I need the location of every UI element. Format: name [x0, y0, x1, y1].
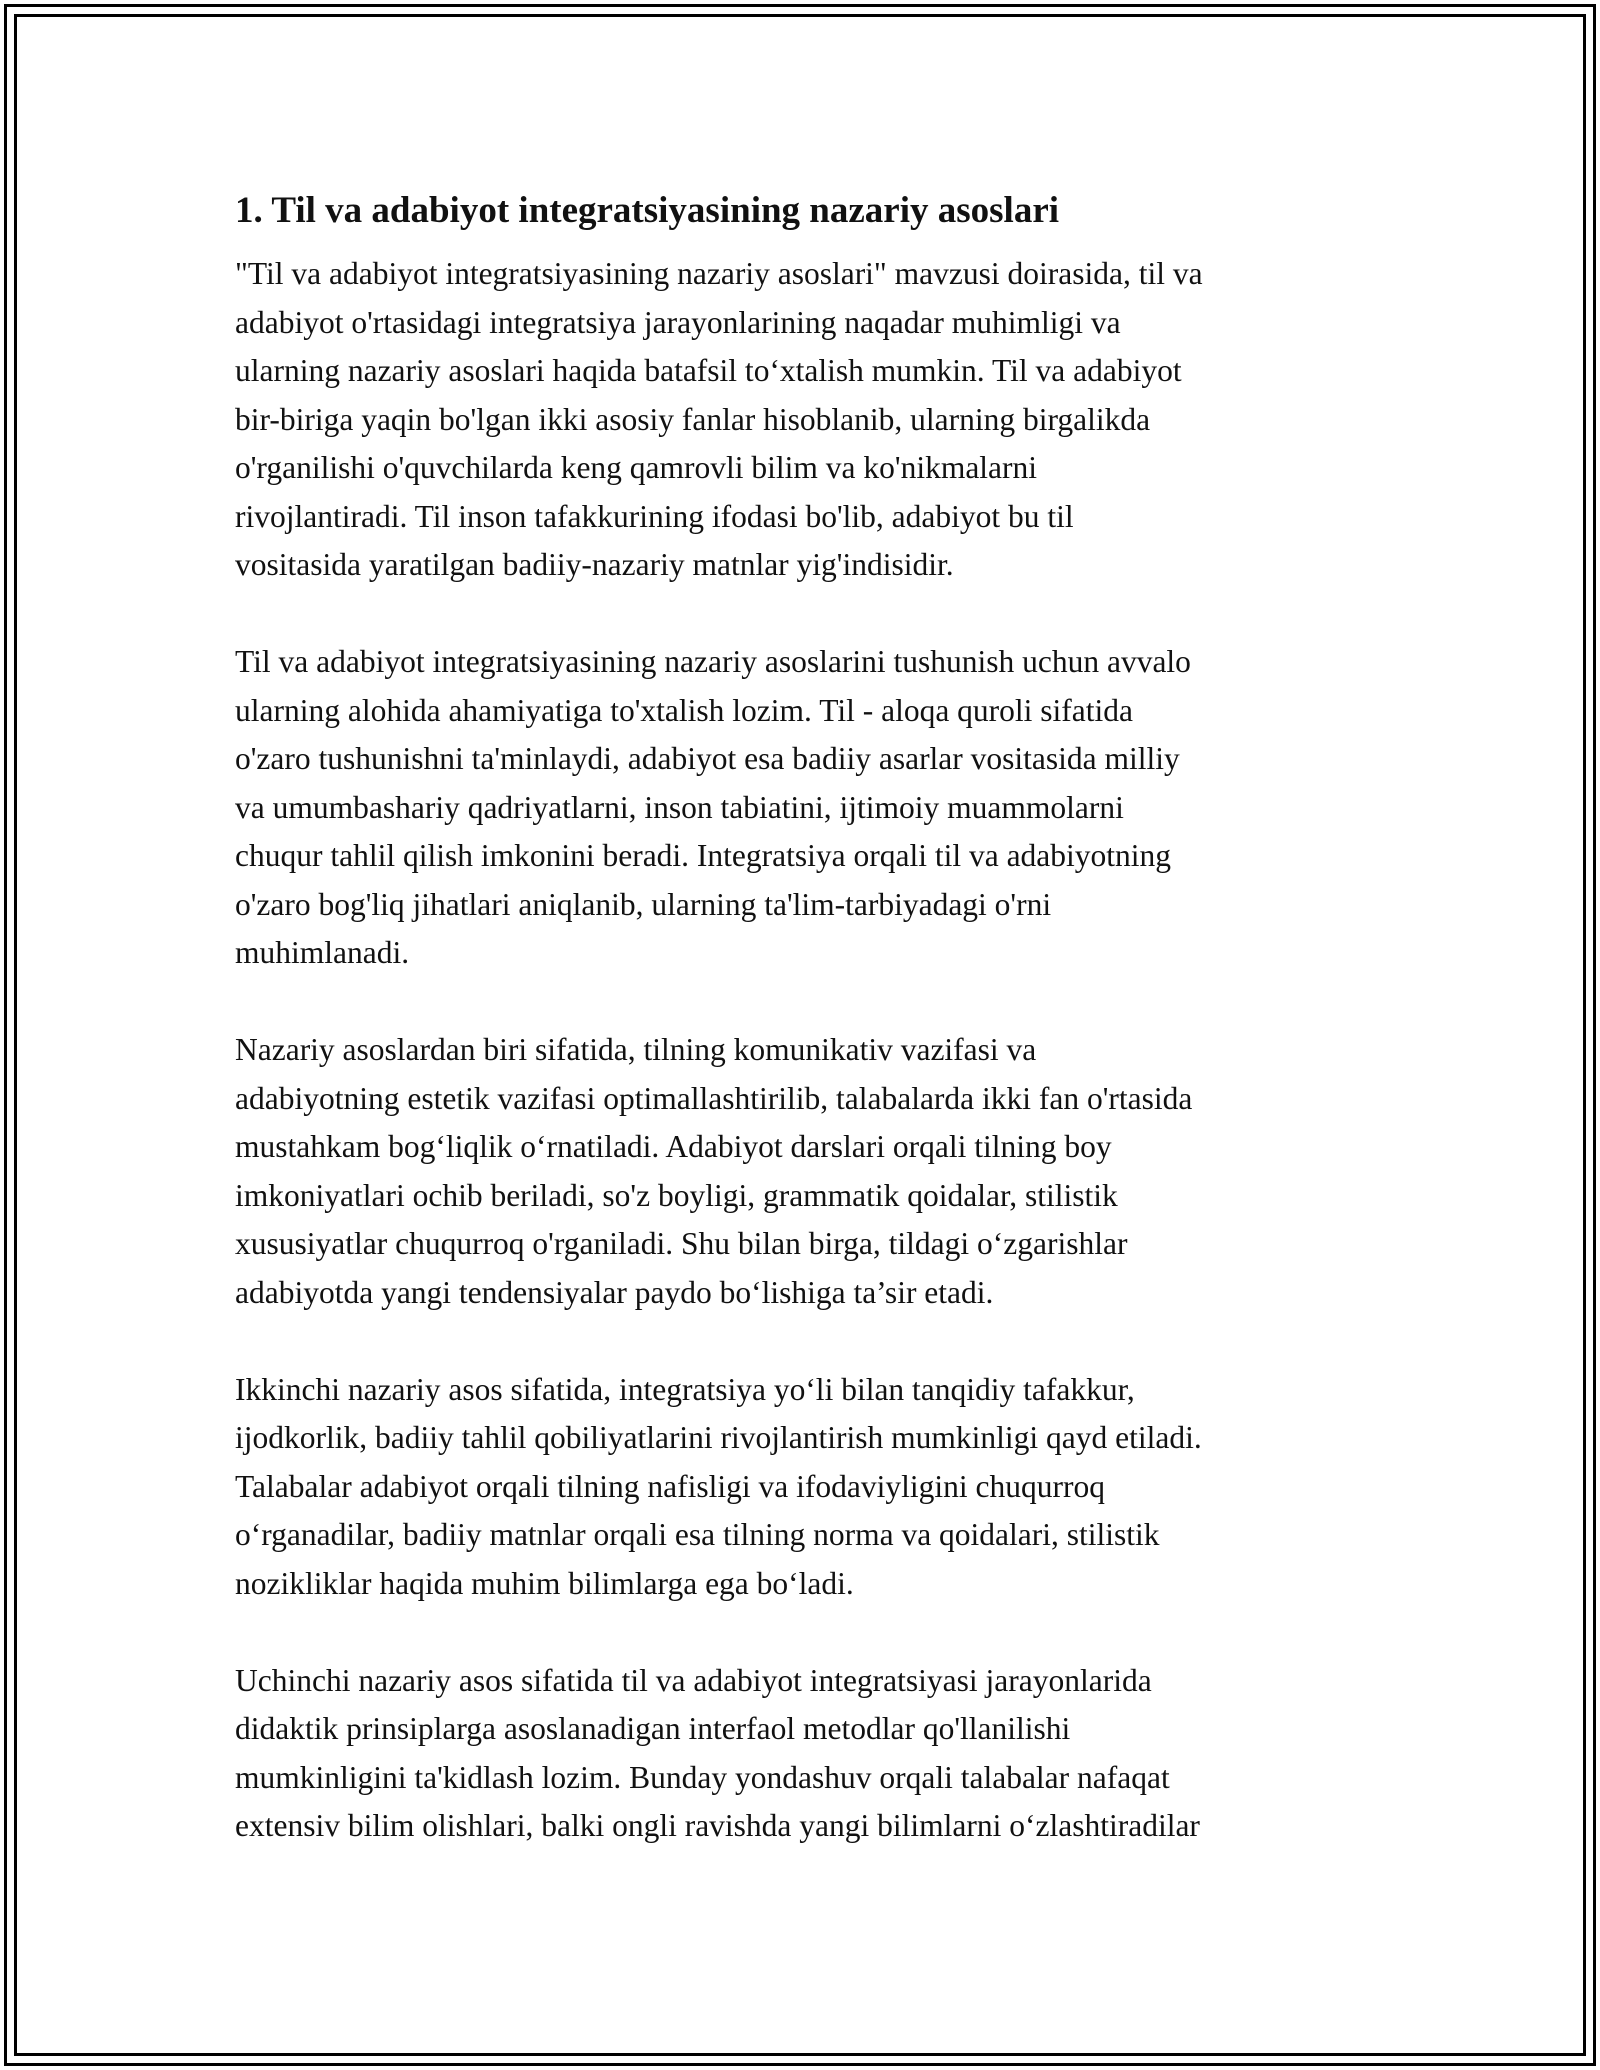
paragraph-3 — [235, 1026, 1375, 1317]
text-line: adabiyotning estetik vazifasi optimallashtirilib, talabalarda ikki fan o'rtasida — [235, 1080, 1193, 1116]
section-heading: 1. Til va adabiyot integratsiyasining nazariy asoslari — [235, 190, 1060, 231]
text-line: ularning alohida ahamiyatiga to'xtalish lozim. Til - aloqa quroli sifatida — [235, 692, 1134, 728]
text-line: didaktik prinsiplarga asoslanadigan interfaol metodlar qo'llanilishi — [235, 1711, 1071, 1746]
text-line: chuqur tahlil qilish imkonini beradi. Integratsiya orqali til va adabiyotning — [235, 838, 1172, 873]
text-line: xususiyatlar chuqurroq o'rganiladi. Shu bilan birga, tildagi o‘zgarishlar — [235, 1226, 1128, 1261]
text-line: "Til va adabiyot integratsiyasining nazariy asoslari" mavzusi doirasida, til va — [235, 256, 1203, 291]
paragraph-2 — [235, 638, 1375, 978]
text-line: Uchinchi nazariy asos sifatida til va adabiyot integratsiyasi jarayonlarida — [235, 1662, 1152, 1698]
text-line: va umumbashariy qadriyatlarni, inson tabiatini, ijtimoiy muammolarni — [235, 789, 1124, 825]
text-line: o'zaro bog'liq jihatlari aniqlanib, ularning ta'lim-tarbiyadagi o'rni — [235, 886, 1052, 922]
paragraph-1 — [235, 250, 1375, 590]
text-line: ijodkorlik, badiiy tahlil qobiliyatlarini rivojlantirish mumkinligi qayd etiladi. — [235, 1420, 1202, 1455]
text-line: ularning nazariy asoslari haqida batafsil to‘xtalish mumkin. Til va adabiyot — [235, 353, 1182, 388]
text-line: o'rganilishi o'quvchilarda keng qamrovli bilim va ko'nikmalarni — [235, 450, 1038, 485]
paragraph-5 — [235, 1657, 1375, 1851]
text-line: nozikliklar haqida muhim bilimlarga ega bo‘ladi. — [235, 1565, 854, 1601]
text-line: o'zaro tushunishni ta'minlaydi, adabiyot esa badiiy asarlar vositasida milliy — [235, 741, 1180, 776]
text-line: Talabalar adabiyot orqali tilning nafisligi va ifodaviyligini chuqurroq — [235, 1468, 1105, 1504]
text-line: mumkinligini ta'kidlash lozim. Bunday yondashuv orqali talabalar nafaqat — [235, 1759, 1170, 1795]
text-line: bir-biriga yaqin bo'lgan ikki asosiy fanlar hisoblanib, ularning birgalikda — [235, 401, 1151, 437]
text-line: extensiv bilim olishlari, balki ongli ravishda yangi bilimlarni o‘zlashtiradilar — [235, 1808, 1200, 1843]
paragraph-4 — [235, 1366, 1375, 1609]
text-line: Til va adabiyot integratsiyasining nazariy asoslarini tushunish uchun avvalo — [235, 644, 1191, 679]
text-line: muhimlanadi. — [235, 935, 410, 970]
text-line: Ikkinchi nazariy asos sifatida, integratsiya yo‘li bilan tanqidiy tafakkur, — [235, 1371, 1135, 1407]
document-body — [235, 186, 1375, 1899]
text-line: o‘rganadilar, badiiy matnlar orqali esa tilning norma va qoidalari, stilistik — [235, 1517, 1160, 1552]
text-line: mustahkam bog‘liqlik o‘rnatiladi. Adabiyot darslari orqali tilning boy — [235, 1129, 1112, 1164]
text-line: Nazariy asoslardan biri sifatida, tilning komunikativ vazifasi va — [235, 1032, 1037, 1067]
text-line: rivojlantiradi. Til inson tafakkurining ifodasi bo'lib, adabiyot bu til — [235, 498, 1074, 534]
text-line: adabiyot o'rtasidagi integratsiya jarayonlarining naqadar muhimligi va — [235, 304, 1121, 340]
text-line: vositasida yaratilgan badiiy-nazariy matnlar yig'indisidir. — [235, 547, 954, 582]
text-line: adabiyotda yangi tendensiyalar paydo bo‘lishiga ta’sir etadi. — [235, 1274, 994, 1310]
text-line: imkoniyatlari ochib beriladi, so'z boyligi, grammatik qoidalar, stilistik — [235, 1177, 1118, 1213]
